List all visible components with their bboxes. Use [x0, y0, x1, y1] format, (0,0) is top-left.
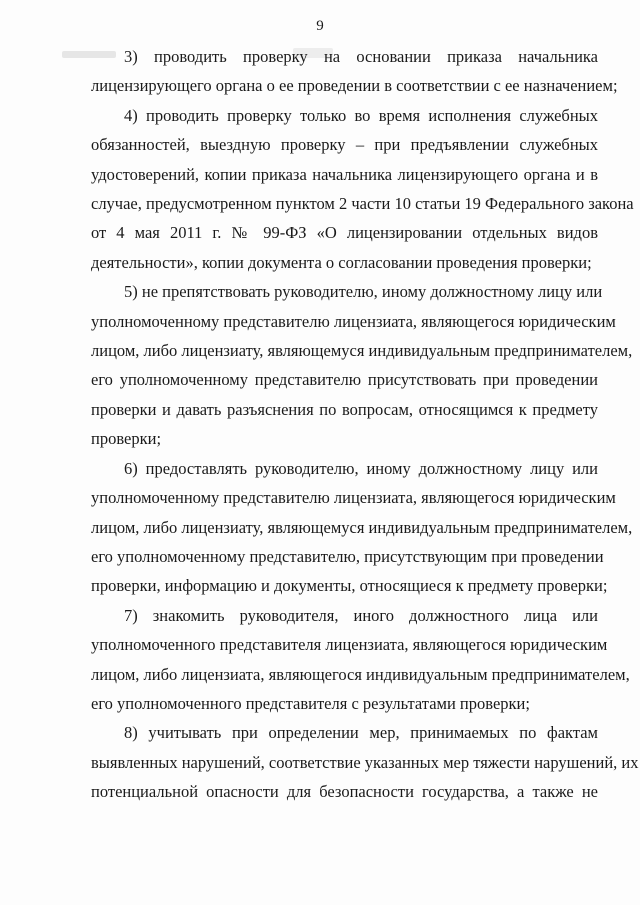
text-line: проверки и давать разъяснения по вопросам, относящимся к предмету [91, 399, 598, 419]
text-line: его уполномоченному представителю, присутствующим при проведении [91, 546, 604, 566]
text-line: уполномоченного представителя лицензиата, являющегося юридическим [91, 635, 608, 655]
page-number: 9 [316, 18, 324, 34]
text-line: 3) проводить проверку на основании приказа начальника [124, 47, 598, 66]
text-line: потенциальной опасности для безопасности государства, а также не [91, 782, 598, 802]
text-line: 6) предоставлять руководителю, иному должностному лицу или [124, 458, 598, 478]
list-item-paragraph [91, 42, 618, 101]
text-line: лицом, либо лицензиата, являющегося индивидуальным предпринимателем, [91, 664, 630, 684]
text-line: уполномоченному представителю лицензиата, являющегося юридическим [91, 488, 616, 508]
text-line: лицом, либо лицензиату, являющемуся индивидуальным предпринимателем, [91, 517, 633, 537]
text-line: проверки; [91, 429, 162, 449]
text-line: обязанностей, выездную проверку – при предъявлении служебных [91, 135, 598, 155]
text-line: лицом, либо лицензиату, являющемуся индивидуальным предпринимателем, [91, 341, 633, 361]
text-line: 4) проводить проверку только во время исполнения служебных [124, 105, 598, 125]
text-line: уполномоченному представителю лицензиата, являющегося юридическим [91, 311, 616, 331]
text-line: случае, предусмотренном пунктом 2 части 10 статьи 19 Федерального закона [91, 194, 634, 214]
list-item-paragraph [91, 601, 630, 719]
text-line: 8) учитывать при определении мер, принимаемых по фактам [124, 723, 598, 743]
text-line: выявленных нарушений, соответствие указанных мер тяжести нарушений, их [91, 752, 639, 772]
document-body [91, 42, 639, 807]
text-line: его уполномоченному представителю присутствовать при проведении [91, 370, 598, 390]
text-line: проверки, информацию и документы, относящиеся к предмету проверки; [91, 576, 608, 596]
text-line: лицензирующего органа о ее проведении в соответствии с ее назначением; [91, 76, 618, 96]
text-line: 5) не препятствовать руководителю, иному должностному лицу или [124, 282, 603, 302]
list-item-paragraph [91, 718, 639, 806]
text-line: удостоверений, копии приказа начальника лицензирующего органа и в [91, 164, 598, 184]
text-line: 7) знакомить руководителя, иного должностного лица или [124, 605, 598, 625]
list-item-paragraph [91, 101, 634, 277]
list-item-paragraph [91, 277, 633, 453]
text-line: от 4 мая 2011 г. № 99-ФЗ «О лицензировании отдельных видов [91, 223, 598, 243]
list-item-paragraph [91, 454, 633, 601]
text-line: его уполномоченного представителя с результатами проверки; [91, 693, 530, 713]
text-line: деятельности», копии документа о согласовании проведения проверки; [91, 252, 592, 272]
